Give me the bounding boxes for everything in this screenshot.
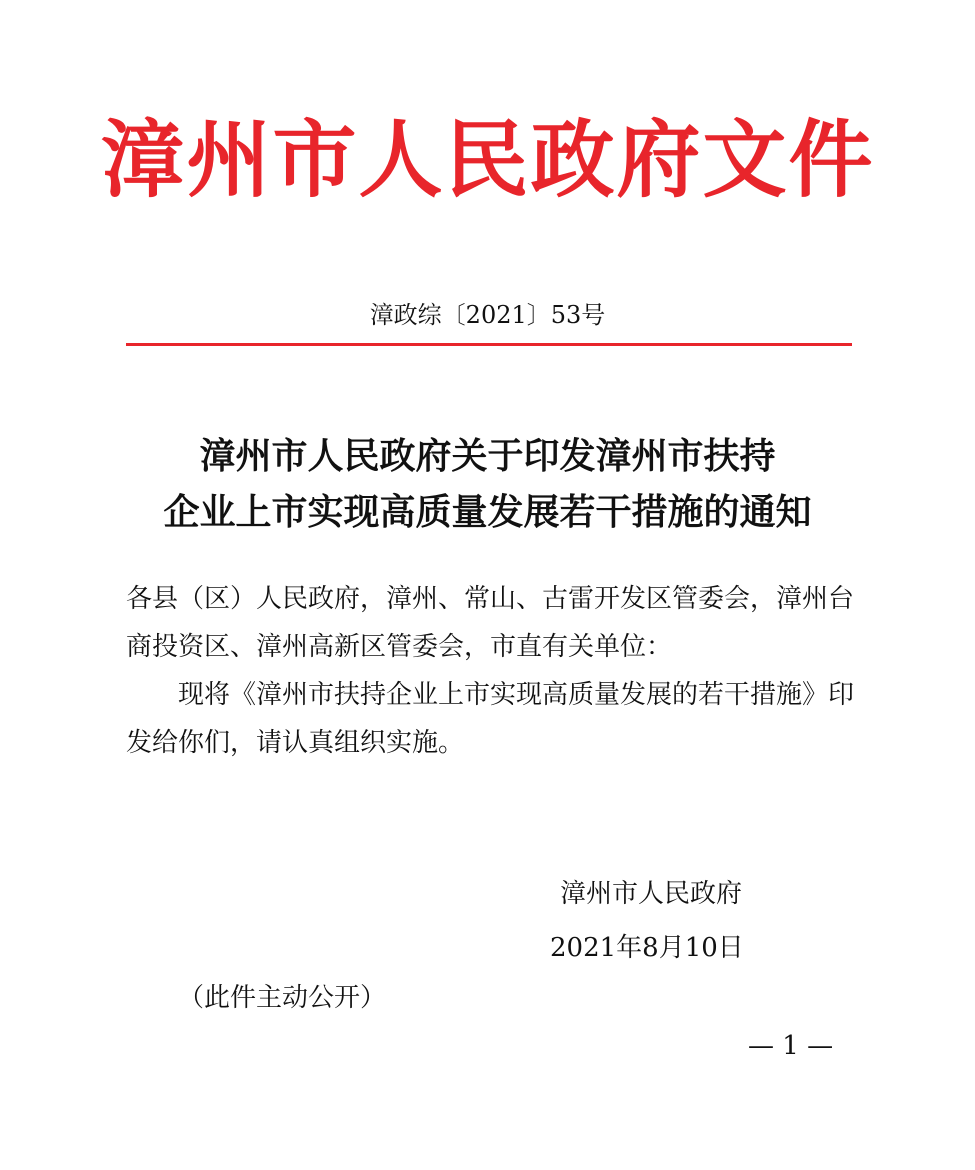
masthead-title: 漳州市人民政府文件	[100, 110, 875, 209]
public-disclosure-note: （此件主动公开）	[178, 983, 387, 1013]
addressee-line-2: 商投资区、漳州高新区管委会，市直有关单位：	[126, 632, 673, 662]
notice-body	[126, 575, 856, 767]
notice-title-line-1: 漳州市人民政府关于印发漳州市扶持	[199, 435, 776, 477]
page-number: — 1 —	[748, 1031, 834, 1061]
addressee-line-1: 各县（区）人民政府，漳州、常山、古雷开发区管委会，漳州台	[126, 584, 855, 614]
notice-title-line-2: 企业上市实现高质量发展若干措施的通知	[163, 491, 812, 533]
red-divider-line	[126, 343, 852, 346]
body-paragraph-line-2: 发给你们，请认真组织实施。	[126, 728, 465, 758]
notice-title	[0, 428, 975, 540]
document-number: 漳政综〔2021〕53号	[369, 301, 606, 329]
issuing-authority: 漳州市人民政府	[560, 879, 743, 909]
body-paragraph-line-1: 现将《漳州市扶持企业上市实现高质量发展的若干措施》印	[178, 680, 855, 710]
issue-date: 2021年8月10日	[550, 933, 744, 963]
